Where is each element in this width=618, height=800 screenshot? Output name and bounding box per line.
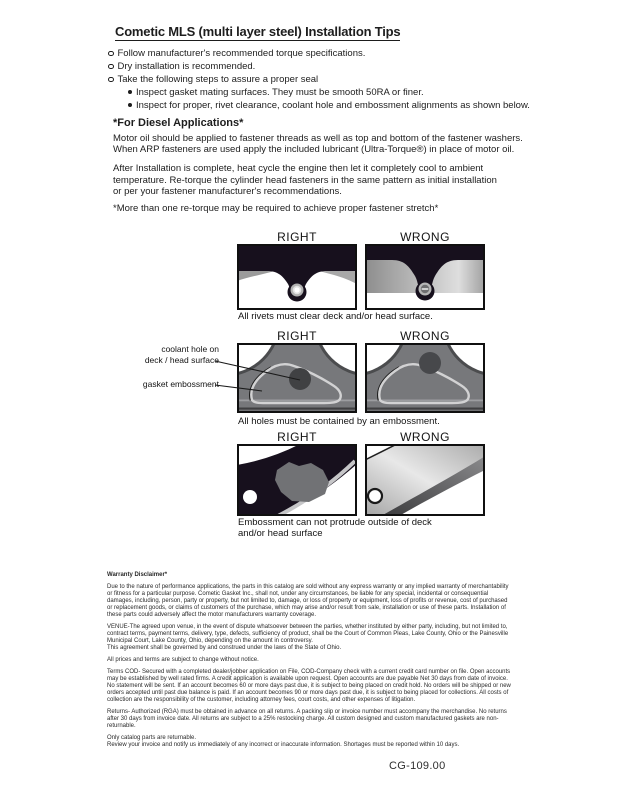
annotation-line: deck / head surface	[144, 354, 219, 365]
legal-section	[107, 572, 514, 754]
list-item	[107, 73, 530, 86]
diesel-paragraph-2	[113, 163, 497, 198]
list-item	[107, 60, 530, 73]
figure-caption	[238, 518, 432, 539]
legal-paragraph: Only catalog parts are returnable.	[107, 735, 197, 741]
list-item-text: Dry installation is recommended.	[117, 61, 256, 72]
legal-paragraph: Review your invoice and notify us immediately of any incorrect or inaccurate information. Shortages must be reported within 10 days.	[107, 742, 460, 748]
filled-bullet-icon	[128, 103, 132, 107]
legal-paragraph: This agreement shall be governed by and construed under the laws of the State of Ohio.	[107, 645, 342, 651]
figure-caption: All rivets must clear deck and/or head surface.	[238, 311, 433, 322]
legal-paragraph: Due to the nature of performance applications, the parts in this catalog are sold without any express warranty or any implied warranty of merchantability or fitness for a particular purpose. Cometic Gasket Inc., shall not, under any circumstances, be liable for any special, incidental or consequential damages, including, person, party or property, but not limited to, damage, or loss of property or equipment, loss of profits or revenue, cost of purchased or replacement goods, or claims of customers of the purchase, which may arise and/or result from sale, installation or use of these parts. Installation of these parts could adversely affect the motor manufacturers warranty coverage.	[107, 584, 509, 618]
diesel-heading: *For Diesel Applications*	[113, 117, 244, 129]
wrong-label: WRONG	[400, 430, 450, 444]
wrong-label: WRONG	[400, 230, 450, 244]
list-item-text: Take the following steps to assure a proper seal	[117, 74, 319, 85]
legal-paragraph: All prices and terms are subject to change without notice.	[107, 657, 259, 663]
open-bullet-icon	[108, 77, 114, 83]
page-number: CG-109.00	[389, 760, 446, 772]
list-item	[107, 47, 530, 60]
figure-caption: All holes must be contained by an embossment.	[238, 416, 440, 427]
open-bullet-icon	[108, 64, 114, 70]
sub-list-item-text: Inspect gasket mating surfaces. They must be smooth 50RA or finer.	[136, 87, 424, 98]
figure-protrusion-right	[237, 444, 357, 516]
legal-paragraph: Terms COD- Secured with a completed dealer/jobber application on File, COD-Company check with a current credit card number on file. Open accounts may be established by well rated firms. A credit application is available upon request. Open accounts are due payable Net 30 days from date of invoice. No statement will be sent. If an account becomes 60 or more days past due, it is subject to being placed on credit hold. No orders will be shipped or new orders accepted until past due balance is paid. If an account becomes 90 or more days past due, it is subject to being placed for collections. All costs of collection are the responsibility of the customer, including attorney fees, court costs, and other expenses of litigation.	[107, 669, 511, 703]
paragraph-line: When ARP fasteners are used apply the included lubricant (Ultra-Torque®) in place of motor oil.	[113, 143, 515, 155]
page-title	[115, 24, 400, 39]
figures-section	[110, 228, 530, 550]
figure-protrusion-wrong	[365, 444, 485, 516]
legal-paragraph: Returns- Authorized (RGA) must be obtained in advance on all returns. A packing slip or invoice number must accompany the merchandise. No returns after 30 days from invoice date. All returns are subject to a 25% restocking charge. All custom designed and custom manufactured gaskets are non-returnable.	[107, 709, 507, 729]
open-bullet-icon	[108, 51, 114, 57]
caption-line: Embossment can not protrude outside of deck	[238, 517, 432, 528]
paragraph-line: or per your fastener manufacturer's recommendations.	[113, 186, 342, 197]
diesel-paragraph-1	[113, 134, 523, 155]
sub-list-item	[128, 86, 530, 99]
warranty-disclaimer-heading: Warranty Disclaimer*	[107, 572, 168, 578]
gasket-embossment-annotation: gasket embossment	[142, 379, 219, 389]
right-label: RIGHT	[277, 430, 317, 444]
caption-line: and/or head surface	[238, 527, 323, 539]
right-label: RIGHT	[277, 230, 317, 244]
annotation-line: coolant hole on	[161, 344, 219, 354]
page-title-text: Cometic MLS (multi layer steel) Installation Tips	[115, 24, 401, 39]
sub-list-item	[128, 99, 530, 112]
sub-list-item-text: Inspect for proper, rivet clearance, coolant hole and embossment alignments as shown below.	[136, 100, 530, 111]
paragraph-line: After Installation is complete, heat cycle the engine then let it completely cool to ambient	[113, 163, 484, 174]
legal-paragraph: VENUE-The agreed upon venue, in the event of dispute whatsoever between the parties, whether instituted by either party, including, but not limited to, contract terms, payment terms, delivery, type, defects, sufficiency of product, shall be the Court of Common Pleas, Lake County, Ohio or the Painesville Municipal Court, Lake County, Ohio, depending on the amount in controversy.	[107, 624, 509, 644]
paragraph-line: Motor oil should be applied to fastener threads as well as top and bottom of the fastener washers.	[113, 133, 523, 144]
tips-list	[107, 47, 530, 112]
paragraph-line: temperature. Re-torque the cylinder head fasteners in the same pattern as initial installation	[113, 174, 497, 186]
filled-bullet-icon	[128, 90, 132, 94]
retorque-note: *More than one re-torque may be required to achieve proper fastener stretch*	[113, 203, 439, 214]
list-item-text: Follow manufacturer's recommended torque specifications.	[117, 48, 366, 59]
wrong-label: WRONG	[400, 329, 450, 343]
right-label: RIGHT	[277, 329, 317, 343]
